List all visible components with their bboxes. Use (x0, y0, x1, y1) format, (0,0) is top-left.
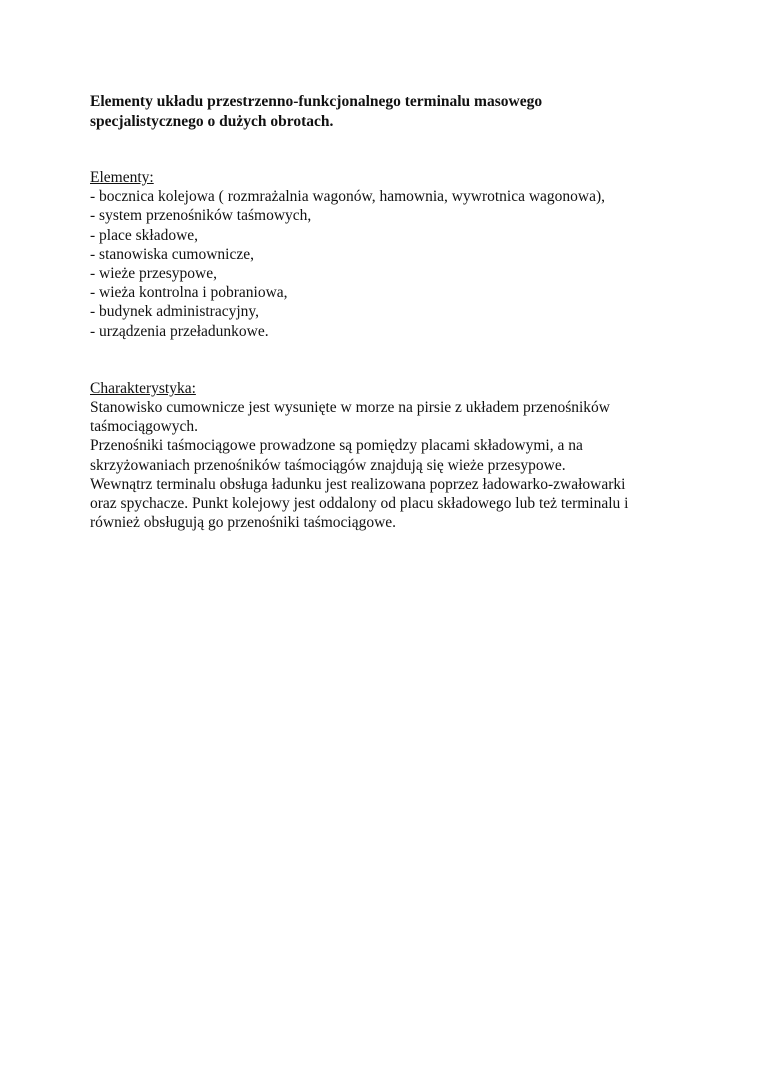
elements-heading: Elementy: (90, 169, 154, 186)
document-title (90, 92, 690, 132)
characteristics-line: oraz spychacze. Punkt kolejowy jest oddalony od placu składowego lub też terminalu i (90, 495, 629, 513)
elements-list-item: - place składowe, (90, 226, 199, 244)
document-title-line-1: Elementy układu przestrzenno-funkcjonalnego terminalu masowego (90, 93, 543, 110)
characteristics-line: Przenośniki taśmociągowe prowadzone są pomiędzy placami składowymi, a na (90, 437, 583, 455)
elements-list-item: - bocznica kolejowa ( rozmrażalnia wagonów, hamownia, wywrotnica wagonowa), (90, 188, 606, 206)
elements-section (90, 168, 690, 341)
characteristics-line: również obsługują go przenośniki taśmociągowe. (90, 514, 397, 532)
characteristics-line: Stanowisko cumownicze jest wysunięte w morze na pirsie z układem przenośników (90, 399, 610, 417)
characteristics-heading: Charakterystyka: (90, 379, 196, 397)
characteristics-section (90, 379, 690, 533)
characteristics-line: Wewnątrz terminalu obsługa ładunku jest realizowana poprzez ładowarko-zwałowarki (90, 475, 626, 493)
elements-list-item: - budynek administracyjny, (90, 303, 260, 321)
elements-list-item: - stanowiska cumownicze, (90, 245, 254, 263)
elements-list-item: - wieża kontrolna i pobraniowa, (90, 284, 288, 302)
characteristics-paragraph (90, 398, 690, 532)
elements-list-item: - urządzenia przeładunkowe. (90, 322, 269, 340)
document-title-line-2: specjalistycznego o dużych obrotach. (90, 113, 334, 130)
elements-list-item: - wieże przesypowe, (90, 265, 217, 283)
characteristics-line: skrzyżowaniach przenośników taśmociągów znajdują się wieże przesypowe. (90, 456, 566, 474)
elements-list (90, 187, 690, 341)
characteristics-line: taśmociągowych. (90, 418, 199, 436)
document-content (90, 92, 690, 532)
elements-list-item: - system przenośników taśmowych, (90, 207, 312, 225)
